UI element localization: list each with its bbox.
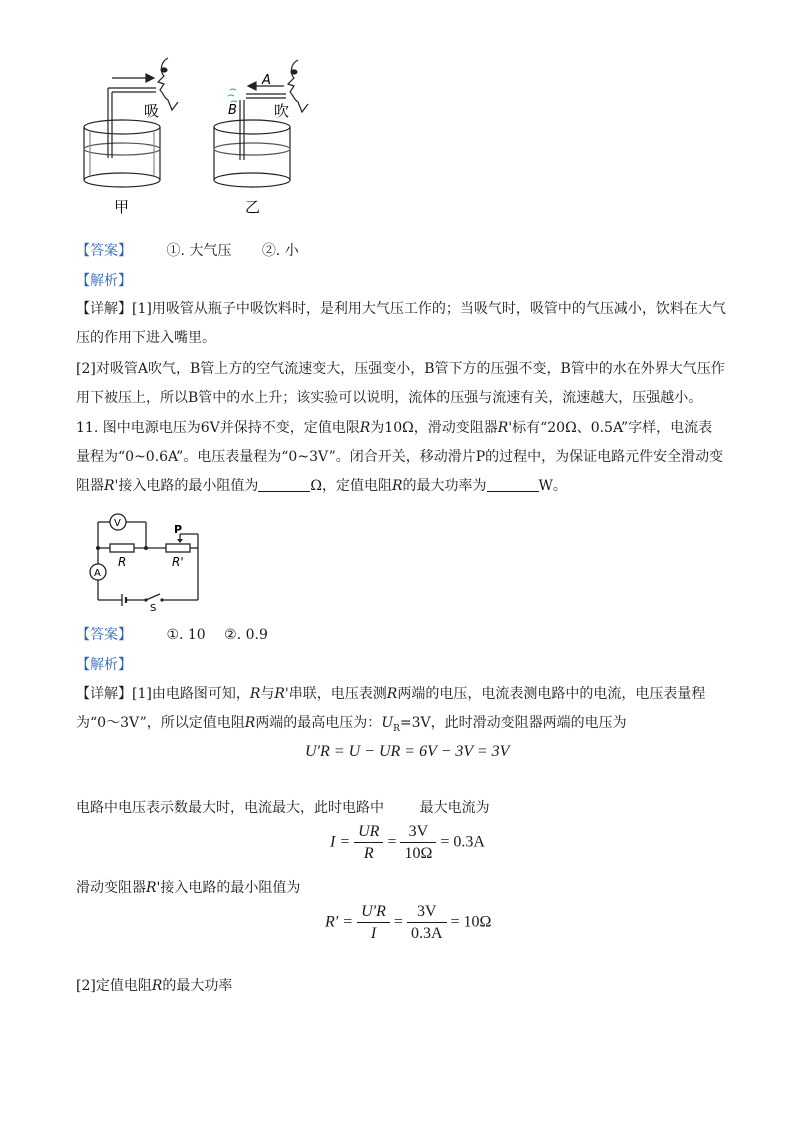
q11-stem-d: 接入电路的最小阻值为 xyxy=(118,478,259,494)
q11-detail-1f: =3V，此时滑动变阻器两端的电压为 xyxy=(399,715,627,731)
q11-analysis-tag: 【解析】 xyxy=(76,657,132,673)
q11-stem-f: 的最大功率为 xyxy=(402,478,487,494)
q11-stem-a: 图中电源电压为6V并保持不变，定值电限 xyxy=(102,420,360,436)
switch-S-label: S xyxy=(150,603,157,612)
q11-detail-Rp-1: R' xyxy=(274,686,289,702)
q11-text-3 xyxy=(76,877,300,897)
q11-text-3b: 接入电路的最小阻值为 xyxy=(160,880,301,896)
rheostat-label: R' xyxy=(172,555,184,569)
q10-answer-tag: 【答案】 xyxy=(76,243,132,259)
figure-label-jia: 甲 xyxy=(114,198,130,214)
q11-detail-1b: 与 xyxy=(260,686,275,702)
q10-answer-row xyxy=(76,240,299,260)
figure-label-xi: 吸 xyxy=(144,102,160,120)
q11-detail-1e: 两端的最高电压为： xyxy=(255,715,382,731)
q11-blank-2 xyxy=(487,477,539,492)
q11-stem-c: 标有“20Ω、0.5A”字样，电流表量程为“0~0.6A”。电压表量程为“0~3V”。闭合开关，移动滑片P的过程中，为保证电路元件安全滑动变阻器 xyxy=(76,420,724,494)
q11-detail-1c: 串联，电压表测 xyxy=(288,686,387,702)
figure-label-chui: 吹 xyxy=(274,102,290,120)
eq3-den2: 0.3A xyxy=(410,925,443,942)
eq3-den1: I xyxy=(370,925,377,942)
q11-detail-R-2: R xyxy=(386,686,398,702)
equation-3: R′ = $\frac{U'R}{I}$ = $\frac{3V}{0.3A}$ = 10Ω xyxy=(325,903,492,942)
q11-answer-2: ②. 0.9 xyxy=(224,627,268,643)
straw-experiment-figure xyxy=(60,52,360,214)
q11-stem-e: Ω，定值电阻 xyxy=(310,478,392,494)
q11-detail-1d: 两端的电压，电流表测电路中的电流，电压表量程为“0～3V”，所以定值电阻 xyxy=(76,686,706,731)
q11-text-4 xyxy=(76,975,232,995)
q10-detail-2: [2]对吸管A吹气，B管上方的空气流速变大，压强变小，B管下方的压强不变，B管中的水在外界大气压作用下被压上，所以B管中的水上升；该实验可以说明，流体的压强与流速有关，流速越大，压强越小。 xyxy=(76,361,725,406)
q11-stem-g: W。 xyxy=(538,478,567,494)
eq2-num1: UR xyxy=(354,823,383,843)
q11-stem-R1: R xyxy=(359,420,371,436)
figure-label-A: A xyxy=(262,73,271,88)
q11-text-2: 电路中电压表示数最大时，电流最大，此时电路中 最大电流为 xyxy=(76,800,490,816)
q11-text-3-Rp: R' xyxy=(146,880,161,896)
voltmeter-label: V xyxy=(114,518,121,529)
q10-answer-2: ②. 小 xyxy=(261,243,299,259)
figure-label-yi: 乙 xyxy=(245,198,261,214)
circuit-diagram xyxy=(80,508,220,612)
q11-text-3a: 滑动变阻器 xyxy=(76,880,146,896)
q11-stem-R4: R xyxy=(392,478,403,494)
eq3-rhs: = 10Ω xyxy=(450,913,492,931)
eq2-den1: R xyxy=(363,845,374,862)
q11-blank-1 xyxy=(258,477,310,492)
q10-answer-1: ①. 大气压 xyxy=(166,243,232,259)
q11-stem xyxy=(76,414,726,501)
q11-detail-1a: 【详解】[1]由电路图可知， xyxy=(76,686,250,702)
q11-text-4b: 的最大功率 xyxy=(162,978,233,994)
figure-label-B: B xyxy=(228,103,237,118)
resistor-R-label: R xyxy=(118,555,127,569)
ammeter-label: A xyxy=(94,568,101,579)
equation-1: U′R = U − UR = 6V − 3V = 3V xyxy=(305,743,510,760)
slider-P-label: P xyxy=(174,523,183,536)
equation-2: I = $\frac{UR}{R}$ = $\frac{3V}{10\Omega}$ = 0.3A xyxy=(330,823,485,862)
q11-stem-R2: R' xyxy=(497,420,513,436)
eq2-den2: 10Ω xyxy=(404,845,433,862)
q11-detail-R-3: R xyxy=(244,715,256,731)
eq3-num1: U′R xyxy=(357,903,390,923)
q11-number: 11. xyxy=(76,420,99,436)
q11-text-4a: [2]定值电阻 xyxy=(76,978,152,994)
eq2-num2: 3V xyxy=(400,823,436,843)
q11-stem-b: 为10Ω，滑动变阻器 xyxy=(370,420,498,436)
q11-answer-1: ①. 10 xyxy=(166,627,206,643)
eq2-rhs: = 0.3A xyxy=(440,833,485,851)
q11-answer-tag: 【答案】 xyxy=(76,627,132,643)
eq2-lhs: I = xyxy=(330,833,351,851)
q11-detail-R-1: R xyxy=(249,686,261,702)
q11-stem-R3: R' xyxy=(104,478,119,494)
eq3-lhs: R′ = xyxy=(325,913,354,931)
q10-detail-1: 【详解】[1]用吸管从瓶子中吸饮料时，是利用大气压工作的；当吸气时，吸管中的气压减小，饮料在大气压的作用下进入嘴里。 xyxy=(76,301,726,346)
q11-answer-row xyxy=(76,624,268,644)
q11-detail-1: 【详解】[1]由电路图可知，R与R'串联，电压表测R两端的电压，电流表测电路中的电流，电压表量程为“0～3V”，所以定值电阻R两端的最高电压为：$U_R=3V$，此时滑动变阻器两端的电压为 xyxy=(76,686,706,734)
eq3-num2: 3V xyxy=(407,903,447,923)
q10-analysis-tag: 【解析】 xyxy=(76,273,132,289)
q11-text-4-R: R xyxy=(151,978,163,994)
